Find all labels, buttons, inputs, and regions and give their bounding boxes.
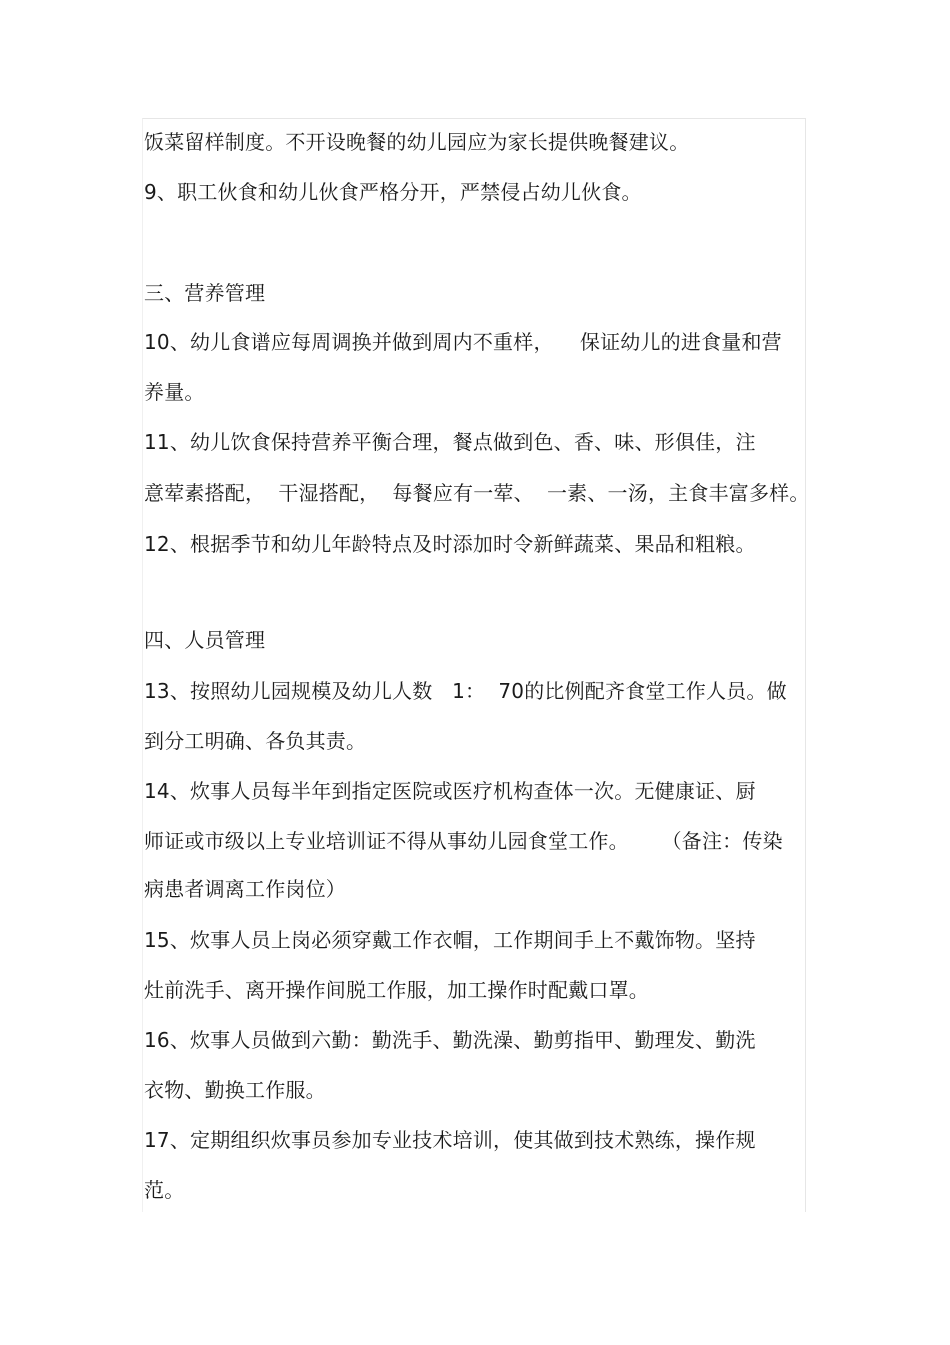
text-line: 病患者调离工作岗位）	[144, 877, 346, 901]
text-line: 衣物、勤换工作服。	[144, 1078, 326, 1102]
section-heading: 四、人员管理	[144, 628, 266, 652]
text-line: 9、职工伙食和幼儿伙食严格分开，严禁侵占幼儿伙食。	[144, 180, 642, 204]
text-line: 灶前洗手、离开操作间脱工作服，加工操作时配戴口罩。	[144, 978, 649, 1002]
text-line: 意荤素搭配， 干湿搭配， 每餐应有一荤、 一素、一汤，主食丰富多样。	[144, 481, 810, 505]
text-line: 17、定期组织炊事员参加专业技术培训，使其做到技术熟练，操作规	[144, 1128, 756, 1152]
text-line: 11、幼儿饮食保持营养平衡合理，餐点做到色、香、味、形俱佳，注	[144, 430, 756, 454]
text-line: 14、炊事人员每半年到指定医院或医疗机构查体一次。无健康证、厨	[144, 779, 756, 803]
text-line: 10、幼儿食谱应每周调换并做到周内不重样， 保证幼儿的进食量和营	[144, 330, 782, 354]
text-line: 16、炊事人员做到六勤：勤洗手、勤洗澡、勤剪指甲、勤理发、勤洗	[144, 1028, 756, 1052]
text-line: 13、按照幼儿园规模及幼儿人数 1： 70的比例配齐食堂工作人员。做	[144, 679, 787, 703]
text-line: 师证或市级以上专业培训证不得从事幼儿园食堂工作。 （备注：传染	[144, 829, 783, 853]
text-line: 饭菜留样制度。不开设晚餐的幼儿园应为家长提供晚餐建议。	[144, 130, 690, 154]
text-line: 15、炊事人员上岗必须穿戴工作衣帽，工作期间手上不戴饰物。坚持	[144, 928, 756, 952]
text-line: 范。	[144, 1178, 185, 1202]
text-line: 到分工明确、各负其责。	[144, 729, 367, 753]
text-line: 12、根据季节和幼儿年龄特点及时添加时令新鲜蔬菜、果品和粗粮。	[144, 532, 756, 556]
section-heading: 三、营养管理	[144, 281, 266, 305]
text-line: 养量。	[144, 380, 205, 404]
